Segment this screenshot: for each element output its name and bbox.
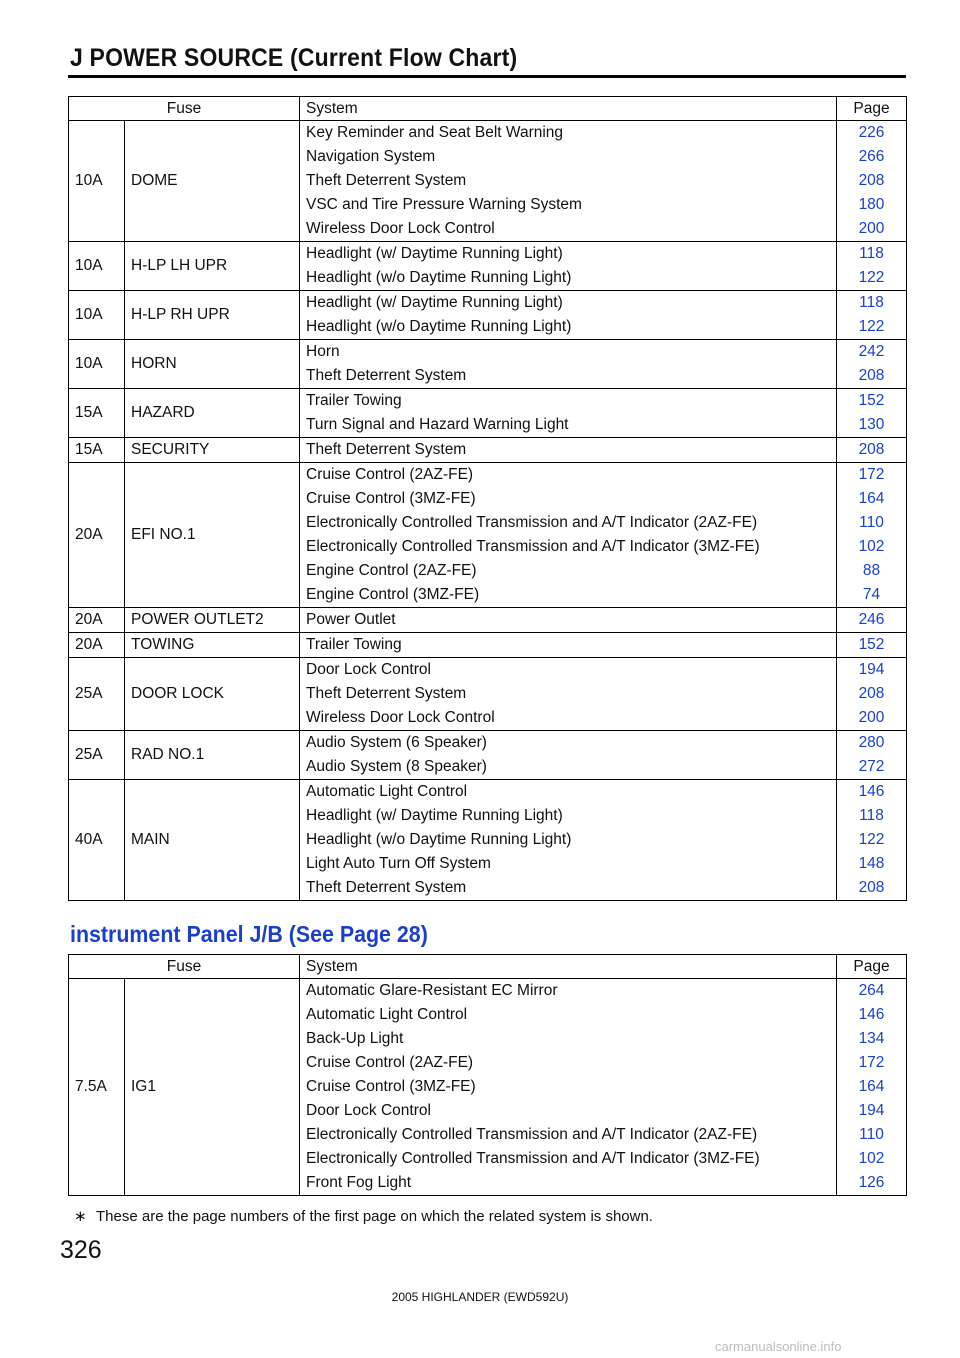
model-label: 2005 HIGHLANDER (EWD592U)	[391, 1290, 569, 1304]
page-reference-link[interactable]: 200	[858, 220, 885, 237]
system-name: Door Lock Control	[306, 1102, 431, 1119]
system-name: Automatic Light Control	[306, 1006, 468, 1023]
page-reference-link[interactable]: 74	[862, 586, 881, 603]
section-title: instrument Panel J/B (See Page 28)	[70, 921, 428, 947]
fuse-name: TOWING	[125, 633, 300, 658]
page-reference-link[interactable]: 102	[858, 538, 885, 555]
page-cell	[837, 658, 907, 731]
table-header-row	[69, 97, 907, 121]
page-reference-link[interactable]: 152	[858, 636, 885, 653]
page-reference-link[interactable]: 164	[858, 1078, 885, 1095]
page-reference-link[interactable]: 172	[858, 466, 885, 483]
watermark: carmanualsonline.info	[715, 1339, 842, 1354]
system-name: Trailer Towing	[306, 392, 402, 409]
system-cell	[300, 438, 837, 463]
system-cell	[300, 463, 837, 608]
table-row	[69, 291, 907, 340]
fuse-amperage: 20A	[69, 608, 125, 633]
system-name: Turn Signal and Hazard Warning Light	[306, 416, 569, 433]
system-name: Electronically Controlled Transmission and A/T Indicator (2AZ-FE)	[306, 514, 758, 531]
page-reference-link[interactable]: 242	[858, 343, 885, 360]
system-name: Engine Control (3MZ-FE)	[306, 586, 480, 603]
system-cell	[300, 633, 837, 658]
system-name: Theft Deterrent System	[306, 685, 467, 702]
system-name: Automatic Glare-Resistant EC Mirror	[306, 982, 558, 999]
system-name: Wireless Door Lock Control	[306, 220, 495, 237]
system-cell	[300, 658, 837, 731]
table-row	[69, 658, 907, 731]
header-fuse: Fuse	[69, 97, 300, 121]
system-name: Headlight (w/o Daytime Running Light)	[306, 269, 572, 286]
system-name: Electronically Controlled Transmission and A/T Indicator (2AZ-FE)	[306, 1126, 758, 1143]
fuse-amperage: 15A	[69, 438, 125, 463]
system-name: Front Fog Light	[306, 1174, 412, 1191]
system-name: Headlight (w/o Daytime Running Light)	[306, 318, 572, 335]
page-reference-link[interactable]: 118	[859, 294, 884, 311]
system-name: Theft Deterrent System	[306, 172, 467, 189]
footnote-text: These are the page numbers of the first page on which the related system is shown.	[96, 1208, 653, 1225]
system-name: Audio System (8 Speaker)	[306, 758, 487, 775]
page-cell	[837, 633, 907, 658]
system-name: Trailer Towing	[306, 636, 402, 653]
page-reference-link[interactable]: 118	[859, 245, 884, 262]
system-name: Navigation System	[306, 148, 436, 165]
fuse-name: DOOR LOCK	[125, 658, 300, 731]
system-name: VSC and Tire Pressure Warning System	[306, 196, 582, 213]
page-reference-link[interactable]: 126	[858, 1174, 885, 1191]
table-row	[69, 438, 907, 463]
fuse-amperage: 25A	[69, 658, 125, 731]
page-reference-link[interactable]: 172	[858, 1054, 885, 1071]
header-system: System	[300, 97, 837, 121]
fuse-name: POWER OUTLET2	[125, 608, 300, 633]
system-cell	[300, 979, 837, 1196]
system-name: Light Auto Turn Off System	[306, 855, 491, 872]
system-name: Door Lock Control	[306, 661, 431, 678]
system-name: Headlight (w/o Daytime Running Light)	[306, 831, 572, 848]
page-reference-link[interactable]: 208	[858, 172, 885, 189]
table-row	[69, 121, 907, 242]
table-row	[69, 608, 907, 633]
system-name: Horn	[306, 343, 340, 360]
page-cell	[837, 780, 907, 901]
system-name: Cruise Control (2AZ-FE)	[306, 466, 474, 483]
fuse-amperage: 10A	[69, 242, 125, 291]
fuse-table-main	[68, 96, 907, 901]
title-rule	[68, 75, 906, 78]
system-name: Headlight (w/ Daytime Running Light)	[306, 245, 563, 262]
header-fuse: Fuse	[69, 955, 300, 979]
fuse-table-instrument-panel	[68, 954, 907, 1196]
fuse-amperage: 15A	[69, 389, 125, 438]
system-cell	[300, 242, 837, 291]
system-cell	[300, 121, 837, 242]
page-reference-link[interactable]: 134	[858, 1030, 885, 1047]
page-reference-link[interactable]: 164	[858, 490, 885, 507]
system-name: Cruise Control (2AZ-FE)	[306, 1054, 474, 1071]
fuse-amperage: 40A	[69, 780, 125, 901]
page-cell	[837, 438, 907, 463]
fuse-name: HORN	[125, 340, 300, 389]
system-cell	[300, 608, 837, 633]
table-row	[69, 242, 907, 291]
header-page: Page	[837, 97, 907, 121]
page-cell	[837, 121, 907, 242]
table-row	[69, 463, 907, 608]
fuse-amperage: 20A	[69, 463, 125, 608]
system-cell	[300, 731, 837, 780]
system-name: Electronically Controlled Transmission and A/T Indicator (3MZ-FE)	[306, 538, 760, 555]
table-row	[69, 389, 907, 438]
page-reference-link[interactable]: 122	[858, 269, 885, 286]
fuse-amperage: 25A	[69, 731, 125, 780]
page-reference-link[interactable]: 200	[858, 709, 885, 726]
page-reference-link[interactable]: 148	[858, 855, 885, 872]
system-name: Automatic Light Control	[306, 783, 468, 800]
system-name: Cruise Control (3MZ-FE)	[306, 490, 476, 507]
fuse-name: RAD NO.1	[125, 731, 300, 780]
header-page: Page	[837, 955, 907, 979]
header-system: System	[300, 955, 837, 979]
table-row	[69, 780, 907, 901]
system-name: Key Reminder and Seat Belt Warning	[306, 124, 564, 141]
page-cell	[837, 463, 907, 608]
fuse-name: MAIN	[125, 780, 300, 901]
fuse-name: H-LP LH UPR	[125, 242, 300, 291]
system-name: Back-Up Light	[306, 1030, 404, 1047]
page-reference-link[interactable]: 266	[858, 148, 885, 165]
page-cell	[837, 291, 907, 340]
page-cell	[837, 731, 907, 780]
fuse-amperage: 7.5A	[69, 979, 125, 1196]
page-reference-link[interactable]: 122	[858, 831, 885, 848]
fuse-name: SECURITY	[125, 438, 300, 463]
table-row	[69, 340, 907, 389]
system-name: Engine Control (2AZ-FE)	[306, 562, 477, 579]
page-reference-link[interactable]: 88	[862, 562, 881, 579]
fuse-amperage: 10A	[69, 291, 125, 340]
page-number: 326	[60, 1236, 102, 1264]
system-cell	[300, 340, 837, 389]
fuse-name: HAZARD	[125, 389, 300, 438]
system-name: Theft Deterrent System	[306, 441, 467, 458]
fuse-amperage: 20A	[69, 633, 125, 658]
footnote-marker: ∗	[74, 1208, 87, 1225]
footnote	[74, 1207, 653, 1225]
system-name: Power Outlet	[306, 611, 396, 628]
page-reference-link[interactable]: 122	[858, 318, 885, 335]
system-name: Theft Deterrent System	[306, 879, 467, 896]
system-cell	[300, 389, 837, 438]
page-reference-link[interactable]: 146	[858, 1006, 885, 1023]
fuse-amperage: 10A	[69, 340, 125, 389]
system-name: Headlight (w/ Daytime Running Light)	[306, 807, 563, 824]
fuse-name: EFI NO.1	[125, 463, 300, 608]
table-header-row	[69, 955, 907, 979]
system-cell	[300, 291, 837, 340]
page-reference-link[interactable]: 130	[858, 416, 885, 433]
page-reference-link[interactable]: 272	[858, 758, 885, 775]
page-reference-link[interactable]: 208	[858, 685, 885, 702]
fuse-name: IG1	[125, 979, 300, 1196]
page-reference-link[interactable]: 102	[858, 1150, 885, 1167]
page-cell	[837, 389, 907, 438]
system-name: Audio System (6 Speaker)	[306, 734, 487, 751]
table-row	[69, 979, 907, 1196]
page-reference-link[interactable]: 280	[858, 734, 885, 751]
page-reference-link[interactable]: 208	[858, 441, 885, 458]
page-reference-link[interactable]: 146	[858, 783, 885, 800]
page-title: J POWER SOURCE (Current Flow Chart)	[70, 44, 518, 72]
page-cell	[837, 340, 907, 389]
system-name: Cruise Control (3MZ-FE)	[306, 1078, 476, 1095]
fuse-name: H-LP RH UPR	[125, 291, 300, 340]
page-cell	[837, 979, 907, 1196]
page-reference-link[interactable]: 110	[859, 514, 884, 531]
page-cell	[837, 242, 907, 291]
fuse-name: DOME	[125, 121, 300, 242]
page-reference-link[interactable]: 152	[858, 392, 885, 409]
page-reference-link[interactable]: 264	[858, 982, 885, 999]
system-name: Electronically Controlled Transmission and A/T Indicator (3MZ-FE)	[306, 1150, 760, 1167]
page-reference-link[interactable]: 208	[858, 879, 885, 896]
system-name: Wireless Door Lock Control	[306, 709, 495, 726]
system-cell	[300, 780, 837, 901]
page-cell	[837, 608, 907, 633]
page-reference-link[interactable]: 180	[858, 196, 885, 213]
fuse-amperage: 10A	[69, 121, 125, 242]
page-reference-link[interactable]: 226	[858, 124, 885, 141]
page-reference-link[interactable]: 194	[858, 1102, 885, 1119]
system-name: Theft Deterrent System	[306, 367, 467, 384]
table-row	[69, 633, 907, 658]
page-reference-link[interactable]: 110	[859, 1126, 884, 1143]
page-reference-link[interactable]: 118	[859, 807, 884, 824]
table-row	[69, 731, 907, 780]
system-name: Headlight (w/ Daytime Running Light)	[306, 294, 563, 311]
page-reference-link[interactable]: 194	[858, 661, 885, 678]
page-reference-link[interactable]: 246	[858, 611, 885, 628]
page-reference-link[interactable]: 208	[858, 367, 885, 384]
